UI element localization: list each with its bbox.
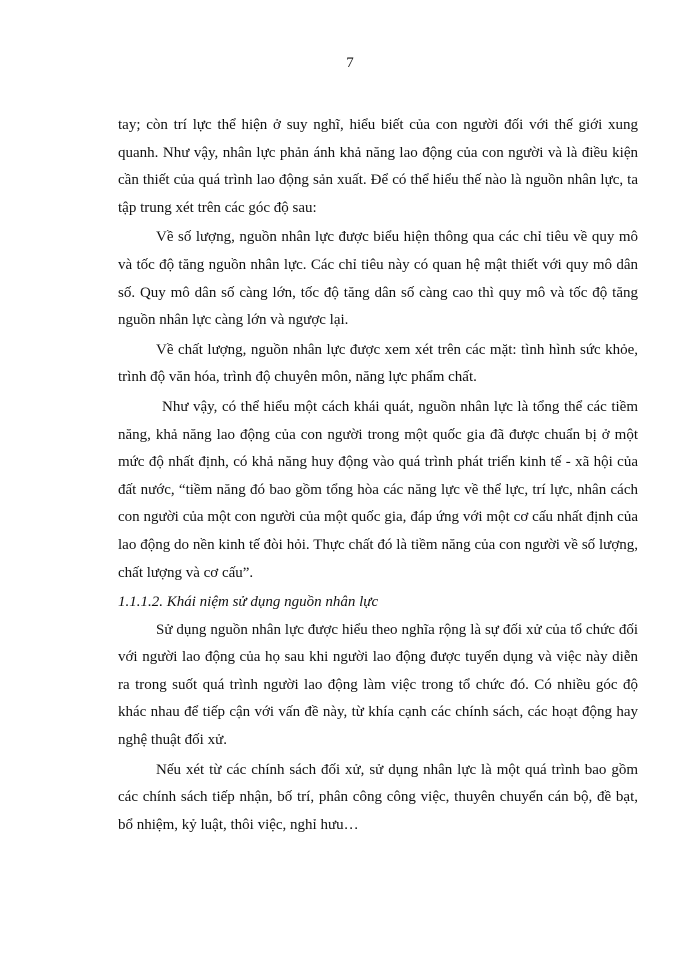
document-body <box>118 112 638 841</box>
paragraph-definition: Như vậy, có thể hiểu một cách khái quát, nguồn nhân lực là tổng thể các tiềm năng, khả năng lao động của con người trong một quốc gia đã được chuẩn bị ở một mức độ nhất định, có khả năng huy động vào quá trình phát triển kinh tế - xã hội của đất nước, “tiềm năng đó bao gồm tổng hòa các năng lực về thể lực, trí lực, nhân cách con người của một con người của một quốc gia, đáp ứng với một cơ cấu nhất định của lao động do nền kinh tế đòi hỏi. Thực chất đó là tiềm năng của con người về số lượng, chất lượng và cơ cấu”. <box>118 398 638 581</box>
page-number: 7 <box>346 55 354 71</box>
paragraph-quantity: Về số lượng, nguồn nhân lực được biểu hiện thông qua các chỉ tiêu về quy mô và tốc độ tăng nguồn nhân lực. Các chỉ tiêu này có quan hệ mật thiết với quy mô dân số. Quy mô dân số càng lớn, tốc độ tăng dân số càng cao thì quy mô và tốc độ tăng nguồn nhân lực càng lớn và ngược lại. <box>118 229 638 329</box>
section-heading: 1.1.1.2. Khái niệm sử dụng nguồn nhân lực <box>118 594 379 611</box>
paragraph-policies: Nếu xét từ các chính sách đối xử, sử dụng nhân lực là một quá trình bao gồm các chính sách tiếp nhận, bố trí, phân công công việc, thuyên chuyển cán bộ, đề bạt, bổ nhiệm, kỷ luật, thôi việc, nghỉ hưu… <box>118 761 638 833</box>
paragraph-usage: Sử dụng nguồn nhân lực được hiểu theo nghĩa rộng là sự đối xử của tổ chức đối với người lao động của họ sau khi người lao động được tuyển dụng và việc này diễn ra trong suốt quá trình người lao động làm việc trong tổ chức đó. Có nhiều góc độ khác nhau để tiếp cận với vấn đề này, từ khía cạnh các chính sách, các hoạt động hay nghệ thuật đối xử. <box>118 621 638 749</box>
paragraph-quality: Về chất lượng, nguồn nhân lực được xem xét trên các mặt: tình hình sức khỏe, trình độ văn hóa, trình độ chuyên môn, năng lực phẩm chất. <box>118 341 638 386</box>
paragraph-intro: tay; còn trí lực thể hiện ở suy nghĩ, hiểu biết của con người đối với thế giới xung quanh. Như vậy, nhân lực phản ánh khả năng lao động của con người và là điều kiện cần thiết của quá trình lao động sản xuất. Để có thể hiểu thế nào là nguồn nhân lực, ta tập trung xét trên các góc độ sau: <box>118 117 638 216</box>
